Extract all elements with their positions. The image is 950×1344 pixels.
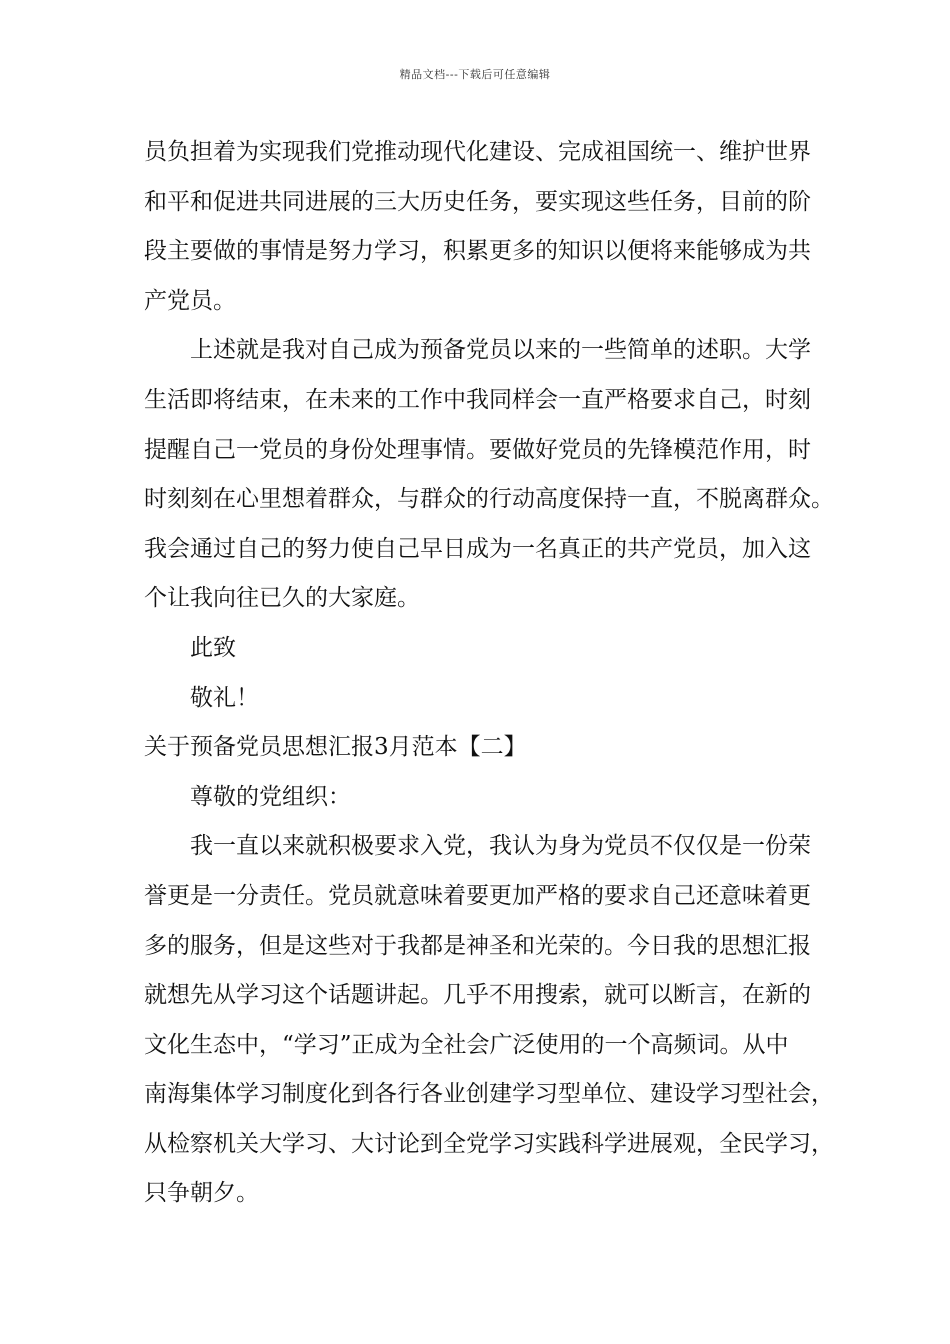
text-line: 生活即将结束，在未来的工作中我同样会一直严格要求自己，时刻 [144,386,811,413]
text-line: 个让我向往已久的大家庭。 [144,585,420,612]
text-line: 只争朝夕。 [144,1180,259,1207]
text-line: 员负担着为实现我们党推动现代化建设、完成祖国统一、维护世界 [144,139,811,165]
text-line: 上述就是我对自己成为预备党员以来的一些简单的述职。大学 [190,337,811,364]
text-line: 产党员。 [144,287,236,314]
document-body [144,128,834,1219]
text-line: 就想先从学习这个话题讲起。几乎不用搜索，就可以断言，在新的 [144,982,811,1009]
text-line: 敬礼！ [190,684,259,711]
text-line: 此致 [190,634,236,661]
text-line: 尊敬的党组织： [190,783,351,810]
page-header: 精品文档---下载后可任意编辑 [399,68,551,81]
text-line: 和平和促进共同进展的三大历史任务，要实现这些任务，目前的阶 [144,188,811,215]
text-line: 提醒自己一党员的身份处理事情。要做好党员的先锋模范作用，时 [144,436,811,463]
text-line: 我一直以来就积极要求入党，我认为身为党员不仅仅是一份荣 [190,833,811,860]
text-line: 我会通过自己的努力使自己早日成为一名真正的共产党员，加入这 [144,535,811,562]
text-line: 多的服务，但是这些对于我都是神圣和光荣的。今日我的思想汇报 [144,932,811,959]
text-line: 誉更是一分责任。党员就意味着要更加严格的要求自己还意味着更 [144,882,811,909]
text-line: 时刻刻在心里想着群众，与群众的行动高度保持一直，不脱离群众。 [144,486,834,513]
text-line: 从检察机关大学习、大讨论到全党学习实践科学进展观，全民学习， [144,1130,834,1157]
text-line: 文化生态中，“学习”正成为全社会广泛使用的一个高频词。从中 [144,1031,789,1058]
text-line: 段主要做的事情是努力学习，积累更多的知识以便将来能够成为共 [144,238,811,265]
text-line: 南海集体学习制度化到各行各业创建学习型单位、建设学习型社会， [144,1081,834,1108]
text-line: 关于预备党员思想汇报3月范本【二】 [144,734,527,761]
